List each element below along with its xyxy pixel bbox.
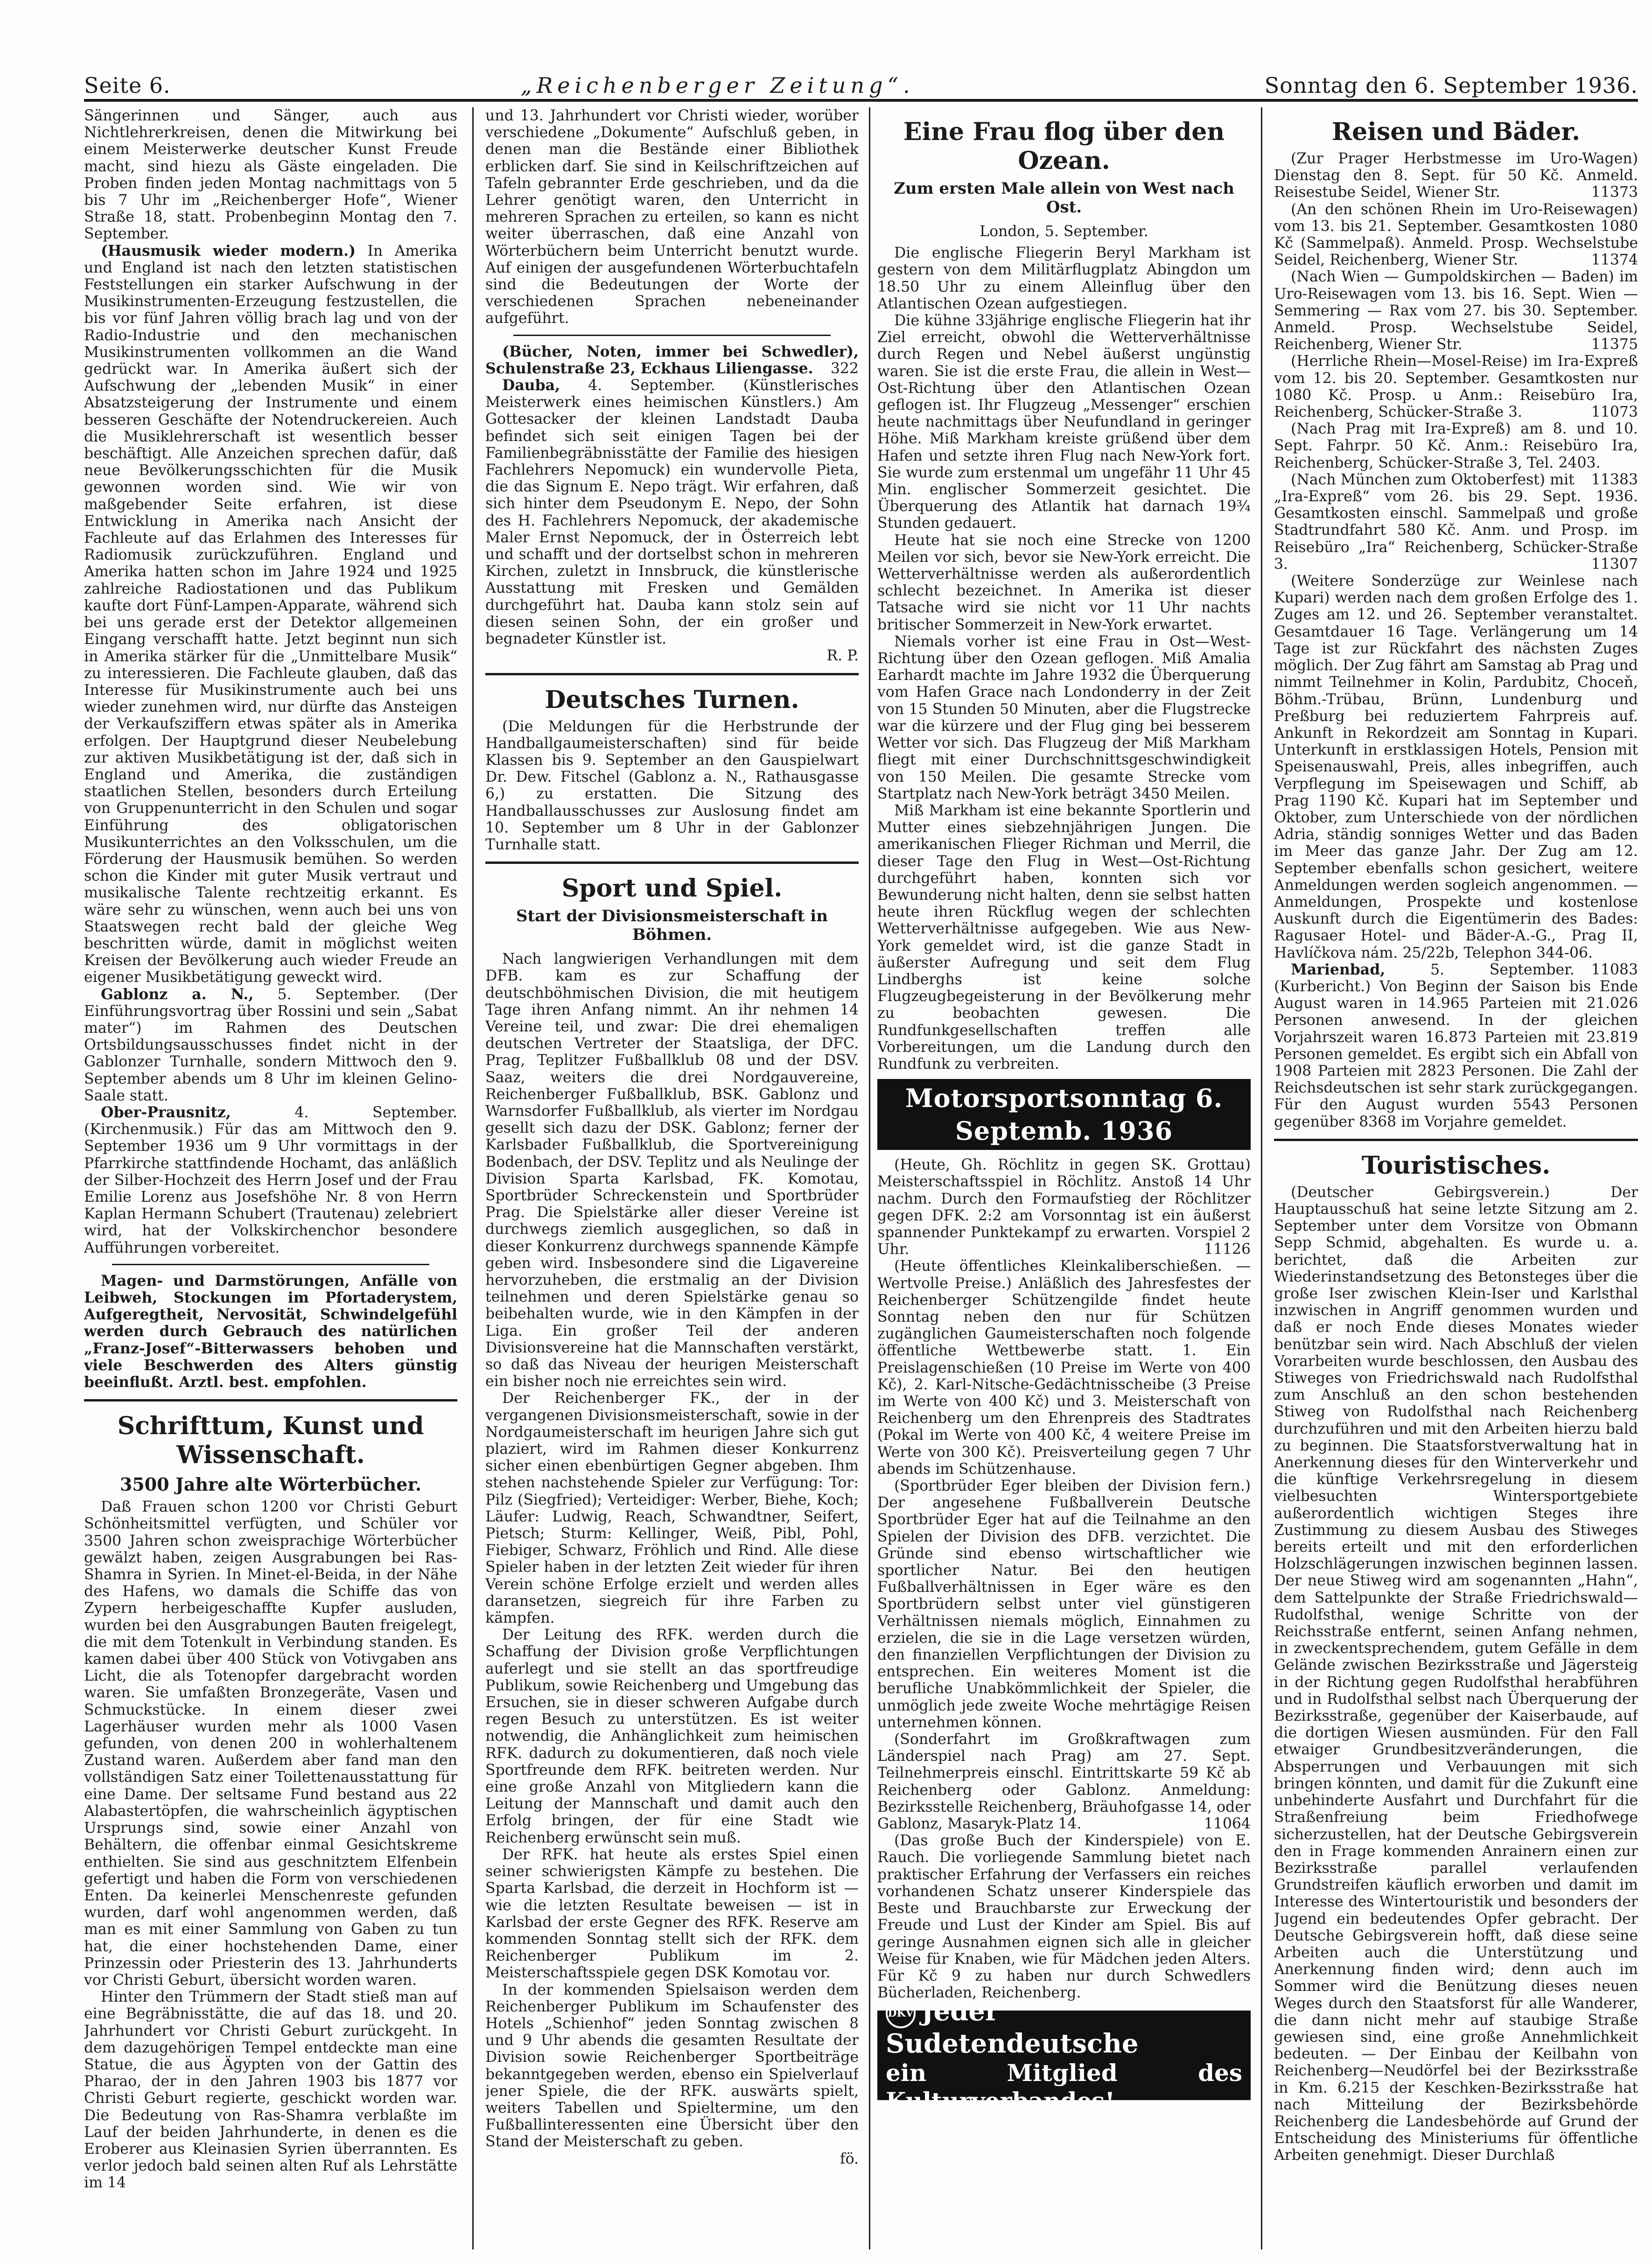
travel-notice [1274,420,1638,488]
section-heading: Deutsches Turnen. [545,685,799,714]
article-text: und 13. Jahrhundert vor Christi wieder, worüber verschiedene „Dokumente“ Aufschluß geben, in denen man die Bestände einer Bibliothek erblicken darf. Sie sind in Keilschriftzeichen auf Tafeln gebrannter Erde geschrieben, und da die Lehrer genötigt waren, den Unterricht in mehreren Sprachen zu erteilen, so kann es nicht weiter überraschen, daß eine Anzahl von Wörterbüchern beim Unterricht benutzt wurde. Auf einigen der ausgefundenen Wörterbuchtafeln sind die Bedeutungen der Worte der verschiedenen Sprachen nebeneinander aufgeführt. [485,107,859,327]
travel-notice [1274,268,1638,353]
article-text: Der Reichenberger FK., der in der vergangenen Divisionsmeisterschaft, sowie in der Nordgaumeisterschaft im heurigen Jahre sich gut plaziert, wird im Rahmen dieser Konkurrenz sicher einen ebenbürtigen Gegner abgeben. Ihm stehen nachstehende Spieler zur Verfügung: Tor: Pilz (Siegfried); Verteidiger: Werber, Biehe, Koch; Läufer: Ludwig, Reach, Schwandtner, Seifert, Pietsch; Sturm: Kellinger, Weiß, Pibl, Pohl, Fiebiger, Schwarz, Fröhlich und Rind. Alle diese Spieler haben in der letzten Zeit wieder für ihren Verein schöne Erfolge erzielt und werden alles daransetzen, siegreich für ihre Farben zu kämpfen. [485,1390,859,1627]
article-text: (Deutscher Gebirgsverein.) Der Hauptausschuß hat seine letzte Sitzung am 2. September unter dem Vorsitze von Obmann Sepp Schmid, abgehalten. Es wurde u. a. berichtet, daß die Arbeiten zur Wiederinstandsetzung des Betonsteges über die große Iser zwischen Klein-Iser und Karlsthal inzwischen in Angriff genommen wurden und daß er noch Ende dieses Monates wieder benützbar sein wird. Nach Abschluß der vielen Vorarbeiten wurde beschlossen, den Ausbau des Stiweges von Friedrichswald nach Rudolfsthal zum Anschluß an den schon bestehenden Stiweg von Rudolfsthal nach Reichenberg durchzuführen und mit den Arbeiten hierzu bald zu beginnen. Die Staatsforstverwaltung hat in Anerkennung dieses für den Winterverkehr und die künftige Verkehrsregelung in diesem vielbesuchten Wintersportgebiete außerordentlich wichtigen Steges ihre Zustimmung zu diesem Ausbau des Stiweges bereits erteilt und mit den erforderlichen Holzschlägerungen inzwischen beginnen lassen. Der neue Stiweg wird am sogenannten „Hahn“, dem Sattelpunkte der Straße Friedrichswald—Rudolfsthal, wenige Schritte von der Reichsstraße entfernt, seinen Anfang nehmen, in zweckentsprechendem, gutem Gefälle in dem Gelände zwischen Bezirksstraße und Jägersteig in der Richtung gegen Rudolfsthal herabführen und in Rudolfsthal selbst nach Überquerung der Bezirksstraße, gegenüber der Kaiserbaude, auf die dortigen Wiesen ausmünden. Für den Fall etwaiger Grundbesitzveränderungen, die Absperrungen und Verbauungen mit sich bringen könnten, und damit für die Zukunft eine unbehinderte Ausfahrt und Durchfahrt für die Straßenfreiung beim Friedhofwege sicherzustellen, hat der Deutsche Gebirgsverein den in Frage kommenden Anrainern einen zur Bezirksstraße parallel verlaufenden Grundstreifen käuflich erworben und damit im Interesse des Wintertouristik und besonders der Jugend ein bedeutendes Opfer gebracht. Der Deutsche Gebirgsverein hofft, daß diese seine Arbeiten auch die Unterstützung und Anerkennung finden wird; denn auch im Sommer wird die Benützung dieses neuen Weges durch den Staatsforst für alle Wanderer, die dann nicht mehr auf staubige Straße gewiesen sind, eine große Annehmlichkeit bedeuten. — Der Einbau der Keilbahn von Reichenberg—Neudörfel bei der Bezirksstraße in Km. 6.215 der Keschken-Bezirksstraße hat nach Mitteilung der Bezirksbehörde Reichenberg die Landesbehörde auf Grund der Entscheidung des Ministeriums für öffentliche Arbeiten genehmigt. Dieser Durchlaß [1274,1184,1638,2164]
item-text: 4. September. (Kirchenmusik.) Für das am Mittwoch den 9. September 1936 um 9 Uhr vormittags in der Pfarrkirche stattfindende Hochamt, das anläßlich der Silber-Hochzeit des Herrn Josef und der Frau Emilie Lorenz aus Josefshöhe Nr. 8 von Herrn Kaplan Hermann Schubert (Trautenau) zelebriert wird, hat der Volkskirchenchor besondere Aufführungen vorbereitet. [84,1104,457,1256]
page-number: Seite 6. [84,73,171,98]
notice-text: (Sonderfahrt im Großkraftwagen zum Länderspiel nach Prag) am 27. Sept. Teilnehmerpreis einschl. Eintrittskarte 59 Kč ab Reichenberg oder Gablonz. Anmeldung: Bezirksstelle Reichenberg, Bräuhofgasse 14, oder Gablonz, Masaryk-Platz 14. [877,1731,1251,1833]
kulturverband-banner [877,1996,1251,2115]
article-subheading: Start der Divisionsmeisterschaft in Böhmen. [516,907,828,945]
notice-text: (Nach Prag mit Ira-Expreß) am 8. und 10. Sept. Fahrpr. 50 Kč. Anm.: Reisebüro Ira, Reichenberg, Schücker-Straße 3, Tel. 2403. [1274,420,1638,471]
masthead [84,56,1638,98]
banner-text: Jeder Sudetendeutsche [886,1996,1139,2059]
column-3 [877,107,1251,2249]
news-item [1274,961,1638,1130]
separator [513,335,831,336]
column-4 [1274,107,1638,2249]
notice-text: (Nach München zum Oktoberfest) mit „Ira-Expreß“ vom 26. bis 29. Sept. 1936. Gesamtkosten einschl. Sammelpaß und große Stadtrundfahrt 580 Kč. Anm. und Prosp. im Reisebüro „Ira“ Reichenberg, Schücker-Straße 3. [1274,471,1638,573]
news-item [84,243,457,986]
article-text: Sängerinnen und Sänger, auch aus Nichtlehrerkreisen, denen die Mitwirkung bei einem Meisterwerke deutscher Kunst Freude macht, sind hiezu als Gäste eingeladen. Die Proben finden jeden Montag nachmittags von 5 bis 7 Uhr im „Reichenberger Hofe“, Wiener Straße 18, statt. Probenbeginn Montag den 7. September. [84,107,457,243]
book-notice: (Das große Buch der Kinderspiele) von E. Rauch. Die vorliegende Sammlung bietet nach praktischer Erfahrung der Verfassers ein reiches vorhandenen Schatz unserer Kinderspiele das Beste und Brauchbarste zur Erweckung der Freude und Lust der Kinder am Spiel. Bis auf geringe Ausnahmen eignen sich alle in gleicher Weise für Knaben, wie für Mädchen jeden Alters. Für Kč 9 zu haben nur durch Schwedlers Bücherladen, Reichenberg. [877,1832,1251,2002]
item-rubric: Gablonz a. N., [101,985,254,1003]
section-heading: Sport und Spiel. [561,874,783,903]
sport-notice [877,1156,1251,1258]
column-1 [84,107,457,2249]
article-text: Niemals vorher ist eine Frau in Ost—West-Richtung über den Ozean geflogen. Miß Amalia Earhardt machte im Jahre 1932 die Überquerung vom Hafen Grace nach Londonderry in der Zeit von 15 Stunden 50 Minuten, aber die Flugstrecke war die kürzere und der Flug ging bei besserem Wetter vor sich. Das Flugzeug der Miß Markham fliegt mit einer Durchschnittsgeschwindigkeit von 150 Meilen. Die gesamte Strecke vom Startplatz nach New-York beträgt 3450 Meilen. [877,633,1251,802]
item-rubric: Marienbad, [1291,960,1386,978]
separator [84,1399,457,1401]
notice-number: 11073 [1591,404,1638,421]
article-text: (Die Meldungen für die Herbstrunde der Handballgaumeisterschaften) sind für beide Klassen bis 9. September an den Gauspielwart Dr. Dew. Fitschel (Gablonz a. N., Rathausgasse 6,) zu erstatten. Die Sitzung des Handballausschusses zur Auslosung findet am 10. September um 8 Uhr in der Gablonzer Turnhalle statt. [485,718,859,853]
item-text: 4. September. (Künstlerisches Meisterwerk eines heimischen Künstlers.) Am Gottesacker der kleinen Landstadt Dauba befindet sich seit einigen Tagen bei der Familienbegräbnisstätte der Familie des hiesigen Fachlehrers Nepomuck) ein wundervolle Pieta, die das Signum E. Nepo trägt. Wir erfahren, daß sich hinter dem Pseudonym E. Nepo, der Sohn des H. Fachlehrers Nepomuck, der akademische Maler Ernst Nepomuck, der in Österreich lebt und schafft und der dortselbst schon in mehreren Kirchen, zuletzt in Innsbruck, die künstlerische Ausstattung mit Fresken und Gemälden durchgeführt hat. Dauba kann stolz sein auf diesen seinen Sohn, der ein großer und begnadeter Künstler ist. [485,377,859,648]
sport-notice: (Heute öffentliches Kleinkaliberschießen. — Wertvolle Preise.) Anläßlich des Jahresfestes der Reichenberger Schützengilde findet heute Sonntag neben den nur für Schützen zugänglichen Gaumeisterschaften noch folgende öffentliche Wettbewerbe statt. 1. Ein Preislagenschießen (10 Preise im Werte von 400 Kč), 2. Karl-Nitsche-Gedächtnisscheibe (3 Preise im Werte von 400 Kč) und 3. Meisterschaft von Reichenberg um den Ehrenpreis des Stadtrates (Pokal im Werte von 400 Kč, 4 weitere Preise im Werte von 300 Kč). Preisverteilung gegen 7 Uhr abends im Schützenhause. [877,1258,1251,1478]
column-divider [1261,107,1262,2249]
notice-text: (Zur Prager Herbstmesse im Uro-Wagen) Dienstag den 8. Sept. für 50 Kč. Anmeld. Reisestube Seidel, Wiener Str. [1274,150,1638,201]
article-text: Die englische Fliegerin Beryl Markham ist gestern von dem Militärflugplatz Abingdon um 18.50 Uhr zu einem Alleinflug über den Atlantischen Ozean aufgestiegen. [877,245,1251,312]
banner-line-1 [886,1996,1242,2059]
notice-text: (Weitere Sonderzüge zur Weinlese nach Kupari) werden nach dem großen Erfolge des 1. Zuges am 12. und 26. September veranstaltet. Gesamtdauer 16 Tage. Verlängerung um 14 Tage ist zur Rückfahrt des nächsten Zuges möglich. Der Zug fährt am Samstag ab Prag und nimmt Teilnehmer in Kolin, Pardubitz, Choceň, Böhm.-Trübau, Brünn, Lundenburg und Preßburg bei reduziertem Fahrpreis auf. Ankunft in Rekordzeit am Sonntag in Kupari. Unterkunft in erstklassigen Hotels, Pension mit Speisenauswahl, Preis, alles inbegriffen, auch Verpflegung im Speisewagen und Schiff, ab Prag 1190 Kč. Kupari hat im September und Oktober, zum Unterschiede von der nördlichen Adria, ständig sonniges Wetter und das Baden im Meer das ganze Jahr. Der Zug am 12. September ebenfalls schon gesichert, weitere Anmeldungen werden sogleich angenommen. — Anmeldungen, Prospekte und kostenlose Auskunft durch die Eigentümerin des Bades: Ragusaer Hotel- und Bäder-A.-G., Prag II, Havlíčkova nám. 25/22b, Telephon 344-06. [1274,573,1638,961]
notice-number: 11373 [1591,184,1638,201]
advertisement-schwedler [485,343,859,377]
column-2 [485,107,859,2249]
item-rubric: Ober-Prausnitz, [101,1103,231,1121]
article-text: Daß Frauen schon 1200 vor Christi Geburt Schönheitsmittel verfügten, und Schüler vor 3500 Jahren schon zweisprachige Wörterbücher gewälzt haben, zeigen Ausgrabungen bei Ras-Shamra in Syrien. In Minet-el-Beida, in der Nähe des Hafens, wo damals die Schiffe das von Zypern herbeigeschaffte Kupfer ausluden, wurden bei den Ausgrabungen Bauten freigelegt, die mit dem Totenkult in Verbindung standen. Es kamen dabei über 400 Stück von Votivgaben ans Licht, die als Totenopfer dargebracht worden waren. Sie umfaßten Bronzegeräte, Vasen und Schmuckstücke. In einem dieser zwei Lagerhäuser wurden mehr als 1000 Vasen gefunden, von denen 200 in wohlerhaltenem Zustand waren. Außerdem aber fand man den vollständigen Satz einer Toilettenausstattung für eine Dame. Der seltsame Fund bestand aus 22 Alabastertöpfen, die wahrscheinlich ägyptischen Ursprungs sind, sowie einer Anzahl von Behältern, die offenbar einmal Gesichtskreme enthielten. Sie sind aus geschnitztem Elfenbein gefertigt und haben die Form von verschiedenen Enten. Da keinerlei Menschenreste gefunden wurden, darf wohl angenommen werden, daß man es mit einer Sammlung von Gaben zu tun hat, die einer hochstehenden Dame, einer Prinzessin oder Priesterin des 13. Jahrhunderts vor Christi Geburt, übersicht worden waren. [84,1499,457,1989]
motorsport-banner: Motorsportsonntag 6. Septemb. 1936 [877,1079,1251,1150]
notice-text: (Nach Wien — Gumpoldskirchen — Baden) im Uro-Reisewagen vom 13. bis 16. Sept. Wien — Semmering — Rax vom 27. bis 30. September. Anmeld. Prosp. Wechselstube Seidel, Reichenberg, Wiener Str. [1274,268,1638,353]
news-item [485,377,859,647]
article-text: In der kommenden Spielsaison werden dem Reichenberger Publikum im Schaufenster des Hotels „Schienhof“ jeden Sonntag zwischen 8 und 9 Uhr abends die gesamten Resultate der Division sowie Reichenberger Sportbeiträge bekanntgegeben werden, ebenso ein Spielverlauf jener Spiele, die der RFK. auswärts spielt, weiters Tabellen und Spieltermine, um den Fußballinteressenten eine Übersicht über den Stand der Meisterschaft zu geben. [485,1981,859,2151]
item-text: 5. September. (Der Einführungsvortrag über Rossini und sein „Sabat mater“) im Rahmen des Deutschen Ortsbildungsausschusses findet nicht in der Gablonzer Turnhalle, sondern Mittwoch den 9. September abends um 8 Uhr im kleinen Gelino-Saale statt. [84,986,457,1104]
notice-number: 11307 [1591,555,1638,573]
separator [112,1264,429,1265]
separator [1274,1139,1638,1141]
ad-number: 322 [830,360,859,377]
travel-notice [1274,201,1638,269]
kulturverband-logo-icon: DKV [886,1998,916,2028]
article-text: Die kühne 33jährige englische Fliegerin hat ihr Ziel erreicht, obwohl die Wetterverhältnisse durch Regen und Nebel äußerst ungünstig waren. Sie ist die erste Frau, die allein in West—Ost-Richtung über den Atlantischen Ozean geflogen ist. Ihr Flugzeug „Messenger“ erschien heute nachmittags über Neufundland in geringer Höhe. Miß Markham kreiste grüßend über dem Hafen und setzte ihren Flug nach New-York fort. Sie wurde zum erstenmal um ungefähr 11 Uhr 45 Min. englischer Sommerzeit gesichtet. Die Überquerung des Atlantik hat darnach 19¾ Stunden gedauert. [877,312,1251,532]
section-heading: Schrifttum, Kunst und Wissenschaft. [117,1412,424,1470]
masthead-rule [84,99,1638,102]
banner-line-2: ein Mitglied des Kulturverbandes! [886,2059,1242,2115]
article-subheading: Zum ersten Male allein von West nach Ost. [894,179,1234,217]
article-text: Heute hat sie noch eine Strecke von 1200 Meilen vor sich, bevor sie New-York erreicht. Die Wetterverhältnisse werden als außerordentlich schlecht bezeichnet. In Amerika ist dieser Tatsache wird sie nicht vor 11 Uhr nachts britischer Sommerzeit in New-York erwartet. [877,532,1251,633]
notice-number: 11083 [1591,961,1638,978]
separator [485,673,859,675]
column-divider [472,107,474,2249]
notice-number: 11064 [1204,1815,1251,1833]
notice-number: 11126 [1204,1241,1251,1258]
dateline: London, 5. September. [980,223,1148,240]
article-heading: Eine Frau flog über den Ozean. [903,118,1225,175]
article-heading: 3500 Jahre alte Wörterbücher. [119,1474,422,1495]
news-item [84,986,457,1104]
notice-text: (Heute, Gh. Röchlitz in gegen SK. Grottau) Meisterschaftsspiel in Röchlitz. Anstoß 14 Uhr nachm. Durch den Formaufstieg der Röchlitzer gegen DFK. 2:2 am Vorsonntag ist ein äußerst spannender Punktekampf zu erwarten. Vorspiel 2 Uhr. [877,1156,1251,1258]
article-text: Der Leitung des RFK. werden durch die Schaffung der Division große Verpflichtungen auferlegt und sie stellt an das sportfreudige Publikum, sowie Reichenberg und Umgebung das Ersuchen, sie in dieser schweren Aufgabe durch regen Besuch zu unterstützen. Es ist weiter notwendig, die Anhänglichkeit zum heimischen RFK. dadurch zu dokumentieren, daß noch viele Sportfreunde dem RFK. beitreten werden. Nur eine große Anzahl von Mitgliedern kann die Leitung der Mannschaft und damit auch den Erfolg bringen, der für eine Stadt wie Reichenberg erwünscht sein muß. [485,1626,859,1846]
sport-notice: (Sportbrüder Eger bleiben der Division fern.) Der angesehene Fußballverein Deutsche Sportbrüder Eger hat auf die Teilnahme an den Spielen der Division des DFB. verzichtet. Die Gründe sind ebenso wirtschaftlicher wie sportlicher Natur. Bei den heutigen Fußballverhältnissen in Eger wäre es den Sportbrüdern selbst unter viel günstigeren Verhältnissen niemals möglich, Einnahmen zu erzielen, die sie in die Lage versetzen würden, den finanziellen Verpflichtungen der Division zu entsprechen. Ein weiteres Moment ist die berufliche Unabkömmlichkeit der Spieler, die unmöglich jede zweite Woche mehrtägige Reisen unternehmen können. [877,1478,1251,1731]
article-text: Miß Markham ist eine bekannte Sportlerin und Mutter eines siebzehnjährigen Jungen. Die amerikanischen Flieger Richman und Merril, die dieser Tage den Flug in West—Ost-Richtung durchgeführt haben, konnten sich vor Bewunderung nicht halten, denn sie selbst hatten heute ihren Rückflug wegen der schlechten Wetterverhältnisse aufgegeben. Wie aus New-York gemeldet wird, ist die ganze Stadt in äußerster Aufregung und seit dem Flug Lindberghs ist keine solche Flugzeugbegeisterung in der Bevölkerung mehr zu beobachten gewesen. Die Rundfunkgesellschaften treffen alle Vorbereitungen, um die Landung durch den Rundfunk zu verbreiten. [877,802,1251,1072]
article-text: Nach langwierigen Verhandlungen mit dem DFB. kam es zur Schaffung der deutschböhmischen Division, die mit heutigem Tage ihren Anfang nimmt. An ihr nehmen 14 Vereine teil, und zwar: Die drei ehemaligen deutschen Vertreter der Staatsliga, der DFC. Prag, Teplitzer Fußballklub 08 und der DSV. Saaz, weiters die drei Nordgauvereine, Reichenberger Fußballklub, BSK. Gablonz und Warnsdorfer Fußballklub, als vierter im Nordgau gesellt sich dazu der DSK. Gablonz; ferner der Karlsbader Fußballklub, die Sportvereinigung Bodenbach, der DSV. Teplitz und als Neulinge der Division Sparta Karlsbad, FK. Komotau, Sportbrüder Schreckenstein und Sportbrüder Prag. Die Spielstärke aller dieser Vereine ist durchwegs ziemlich ausgeglichen, so daß in dieser Konkurrenz durchwegs spannende Kämpfe geben wird. Insbesondere sind die Ligavereine hervorzuheben, die erstmalig an der Division teilnehmen und deren Spielstärke genau so beibehalten wurde, wie in den Kämpfen in der Liga. Ein großer Teil der anderen Divisionsvereine hat die Mannschaften verstärkt, so daß das Niveau der heurigen Meisterschaft ein bisher noch nie erreichtes sein wird. [485,951,859,1390]
notice-number: 11374 [1591,252,1638,269]
sport-notice [877,1731,1251,1832]
item-rubric: Dauba, [502,377,560,394]
notice-number: 11383 [1591,471,1638,488]
signature: R. P. [826,647,859,665]
item-text: 5. September. (Kurbericht.) Von Beginn der Saison bis Ende August waren in 14.965 Parteien mit 21.026 Personen anwesend. In der gleichen Vorjahrszeit waren 16.873 Parteien mit 23.819 Personen gemeldet. Es ergibt sich ein Abfall von 1908 Parteien mit 2823 Personen. Die Zahl der Reichsdeutschen ist sehr stark zurückgegangen. Für den August wurden 5543 Personen gegenüber 8368 im Vorjahre gemeldet. [1274,961,1638,1130]
section-heading: Reisen und Bäder. [1331,118,1581,146]
paper-title: „Reichenberger Zeitung“. [520,73,915,98]
news-item [84,1104,457,1256]
notice-number: 11375 [1591,336,1638,353]
item-text: In Amerika und England ist nach den letzten statistischen Feststellungen ein starker Aufschwung in der Musikinstrumenten-Erzeugung festzustellen, die bis vor fünf Jahren völlig brach lag und von der Radio-Industrie und den mechanischen Musikinstrumenten vollkommen an die Wand gedrückt war. In Amerika äußert sich der Aufschwung der „lebenden Musik“ in einer Absatzsteigerung der Instrumente und einem besseren Geschäfte der Notendruckereien. Auch die Musiklehrerschaft ist wesentlich besser beschäftigt. Alle Anzeichen sprechen dafür, daß neue Bevölkerungsschichten für die Musik gewonnen worden sind. Wie wir von maßgebender Seite erfahren, ist diese Entwicklung in Amerika nach Ansicht der Fachleute auf das Erlahmen des Interesses für Radiomusik zurückzuführen. England und Amerika hatten schon im Jahre 1924 und 1925 zahlreiche Radiostationen und das Publikum kaufte dort Fünf-Lampen-Apparate, während sich bei uns gerade erst der Detektor allgemeinen Eingang verschafft hatte. Jetzt beginnt nun sich in Amerika stärker für die „Unmittelbare Musik“ zu interessieren. Die Fachleute glauben, daß das Interesse für Musikinstrumente auch bei uns wieder zunehmen wird, nur dürfte das Ansteigen der Verkaufsziffern etwas später als in Amerika erfolgen. Der Hauptgrund dieser Neubelebung zur aktiven Musikbetätigung ist der, daß sich in England und Amerika, die zuständigen staatlichen Stellen, besonders durch Erteilung von Gruppenunterricht in den Schulen und sogar Einführung des obligatorischen Musikunterrichtes an den Volksschulen, um die Förderung der Hausmusik bemühen. So werden schon die Kinder mit guter Musik vertraut und musikalische Talente rechtzeitig erkannt. Es wäre sehr zu wünschen, wenn auch bei uns von Staatswegen recht bald der gleiche Weg beschritten würde, damit in möglichst weiten Kreisen der Bevölkerung auch wieder Freude an eigener Musikbetätigung geweckt wird. [84,242,457,986]
signature: fö. [840,2150,859,2167]
section-heading: Touristisches. [1361,1151,1551,1180]
advertisement-franz-josef: Magen- und Darmstörungen, Anfälle von Leibweh, Stockungen im Pfortaderystem, Aufgeregtheit, Nervosität, Schwindelgefühl werden durch Gebrauch des natürlichen „Franz-Josef“-Bitterwassers behoben und viele Beschwerden des Alters günstig beeinflußt. Arztl. best. empfohlen. [84,1272,457,1391]
article-text: Hinter den Trümmern der Stadt stieß man auf eine Begräbnisstätte, die auf das 18. und 20. Jahrhundert vor Christi Geburt zurückgeht. In dem dazugehörigen Tempel entdeckte man eine Statue, die aus Ägypten von der Gattin des Pharao, der in den Jahren 1903 bis 1877 vor Christi Geburt regierte, geschickt worden war. Die Bedeutung von Ras-Shamra verblaßte im Lauf der beiden Jahrhunderte, in denen es die Eroberer aus Kleinasien Syrien überrannten. Es verlor jedoch bald seinen alten Ruf als Lehrstätte im 14 [84,1989,457,2192]
notice-text: (An den schönen Rhein im Uro-Reisewagen) vom 13. bis 21. September. Gesamtkosten 1080 Kč (Sammelpaß). Anmeld. Prosp. Wechselstube Seidel, Reichenberg, Wiener Str. [1274,201,1638,269]
travel-notice [1274,353,1638,420]
travel-notice [1274,150,1638,201]
ad-text: (Bücher, Noten, immer bei Schwedler), Schulenstraße 23, Eckhaus Liliengasse. [485,343,859,377]
item-rubric: (Hausmusik wieder modern.) [101,242,356,259]
issue-date: Sonntag den 6. September 1936. [1264,73,1638,98]
column-divider [869,107,870,2249]
separator [485,862,859,864]
notice-text: (Herrliche Rhein—Mosel-Reise) im Ira-Expreß vom 12. bis 20. September. Gesamtkosten nur 1080 Kč. Prosp. u Anm.: Reisebüro Ira, Reichenberg, Schücker-Straße 3. [1274,353,1638,421]
article-text: Der RFK. hat heute als erstes Spiel einen seiner schwierigsten Kämpfe zu bestehen. Die Sparta Karlsbad, die derzeit in Hochform ist — wie die letzten Resultate beweisen — ist in Karlsbad der erste Gegner des RFK. Reserve am kommenden Sonntag stellt sich der RFK. dem Reichenberger Publikum im 2. Meisterschaftsspiele gegen DSK Komotau vor. [485,1846,859,1982]
